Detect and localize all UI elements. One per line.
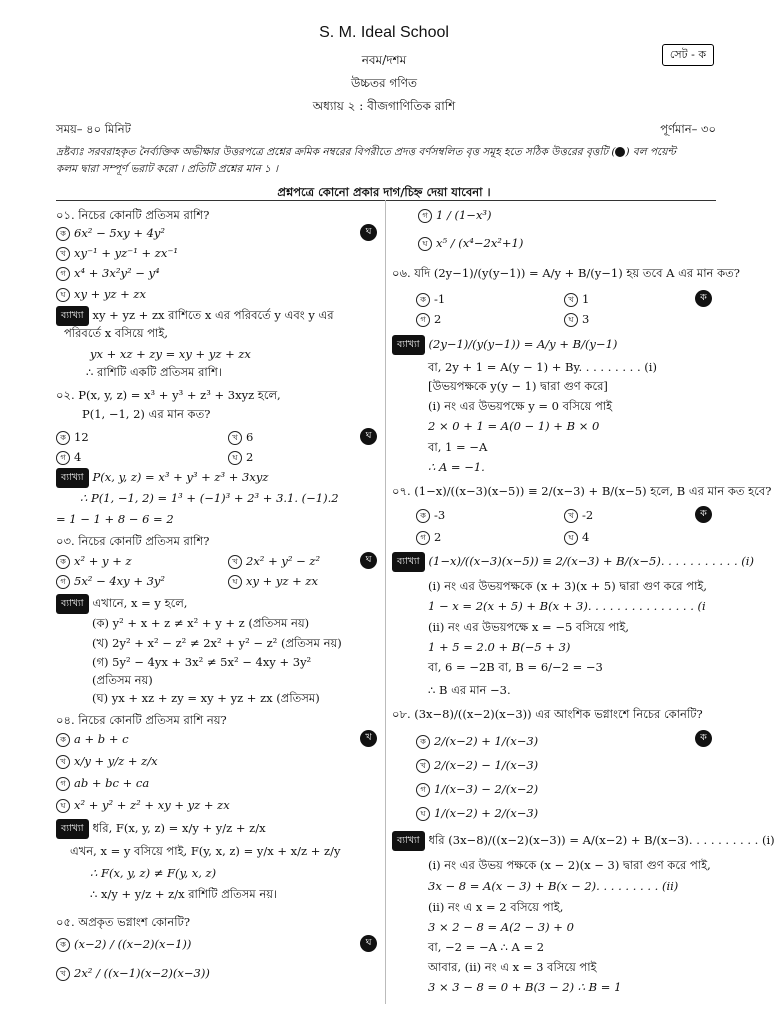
- line-text: 4: [582, 530, 590, 544]
- line-text: ab + bc + ca: [74, 776, 150, 790]
- text-line: [392, 705, 703, 723]
- line-text: আবার, (ii) নং এ x = 3 বসিয়ে পাই: [428, 960, 597, 974]
- text-line: [428, 681, 511, 699]
- option-line: [228, 552, 320, 570]
- option-circle-icon: গ: [416, 531, 430, 545]
- line-text: (ঘ) yx + xz + zy = xy + yz + zx (প্রতিসম): [92, 691, 320, 705]
- text-line: [56, 711, 227, 729]
- option-line: [416, 290, 445, 308]
- option-line: [56, 796, 230, 814]
- option-circle-icon: ঘ: [564, 313, 578, 327]
- option-line: [56, 752, 158, 770]
- option-circle-icon: খ: [564, 293, 578, 307]
- line-text: ০৬. যদি (2y−1)/(y(y−1)) = A/y + B/(y−1) হয় তবে A এর মান কত?: [392, 266, 740, 280]
- line-text: পরিবর্তে x বসিয়ে পাই,: [64, 326, 168, 340]
- line-text: 3 × 3 − 8 = 0 + B(3 − 2) ∴ B = 1: [428, 980, 622, 994]
- line-text: ধরি (3x−8)/((x−2)(x−3)) = A/(x−2) + B/(x−3). . . . . . . . . . (i): [428, 833, 775, 847]
- answer-badge: ঘ: [360, 552, 377, 569]
- option-line: [228, 448, 253, 466]
- option-circle-icon: ঘ: [56, 288, 70, 302]
- line-text: P(1, −1, 2) এর মান কত?: [82, 407, 211, 421]
- line-text: 2/(x−2) + 1/(x−3): [434, 734, 539, 748]
- line-text: a + b + c: [74, 732, 129, 746]
- line-text: 2x² / ((x−1)(x−2)(x−3)): [74, 966, 210, 980]
- line-text: 2: [434, 312, 442, 326]
- text-line: [428, 958, 597, 976]
- explanation-badge: ব্যাখ্যা: [392, 552, 425, 572]
- line-text: 3 × 2 − 8 = A(2 − 3) + 0: [428, 920, 574, 934]
- filled-circle-icon: [615, 147, 625, 157]
- chapter-label: অধ্যায় ২ : বীজগাণিতিক রাশি: [312, 99, 456, 113]
- option-line: [56, 935, 191, 953]
- line-text: 2x² + y² − z²: [246, 554, 321, 568]
- option-line: [56, 448, 81, 466]
- option-circle-icon: ঘ: [564, 531, 578, 545]
- text-line: [428, 978, 621, 996]
- option-line: [228, 428, 253, 446]
- option-circle-icon: ঘ: [228, 575, 242, 589]
- option-circle-icon: ঘ: [418, 237, 432, 251]
- option-circle-icon: ক: [416, 509, 430, 523]
- option-circle-icon: ক: [56, 733, 70, 747]
- text-line: [428, 358, 657, 376]
- option-circle-icon: খ: [56, 755, 70, 769]
- text-line: [428, 938, 544, 956]
- line-text: -3: [434, 508, 446, 522]
- option-line: [56, 285, 146, 303]
- option-line: [56, 774, 149, 792]
- option-circle-icon: গ: [56, 575, 70, 589]
- right-column: [392, 200, 775, 1010]
- line-text: এখানে, x = y হলে,: [92, 596, 188, 610]
- text-line: [428, 658, 603, 676]
- option-circle-icon: ক: [56, 555, 70, 569]
- answer-badge: ক: [695, 730, 712, 747]
- left-column: [56, 200, 381, 1010]
- line-text: 1: [582, 292, 590, 306]
- line-text: 6: [246, 430, 254, 444]
- text-line: [90, 345, 251, 363]
- line-text: (i) নং এর উভয়পক্ষকে (x + 3)(x + 5) দ্বারা গুণ করে পাই,: [428, 579, 708, 593]
- option-circle-icon: খ: [56, 247, 70, 261]
- line-text: 2/(x−2) − 1/(x−3): [434, 758, 539, 772]
- option-line: [416, 804, 538, 822]
- line-text: 12: [74, 430, 89, 444]
- warning-text: প্রশ্নপত্রে কোনো প্রকার দাগ/চিহ্ন দেয়া যাবেনা ।: [277, 185, 491, 199]
- line-text: ০৫. অপ্রকৃত ভগ্নাংশ কোনটি?: [56, 915, 190, 929]
- line-text: ∴ B এর মান −3.: [428, 683, 511, 697]
- line-text: xy + yz + zx রাশিতে x এর পরিবর্তে y এবং y এর: [92, 308, 334, 322]
- text-line: [428, 377, 608, 395]
- line-text: (ii) নং এর উভয়পক্ষে x = −5 বসিয়ে পাই,: [428, 620, 630, 634]
- line-text: (2y−1)/(y(y−1)) = A/y + B/(y−1): [428, 337, 618, 351]
- text-line: [82, 405, 210, 423]
- text-line: [56, 386, 281, 404]
- option-line: [228, 572, 318, 590]
- option-circle-icon: গ: [418, 209, 432, 223]
- option-circle-icon: ঘ: [416, 807, 430, 821]
- answer-badge: ক: [695, 290, 712, 307]
- line-text: ∴ P(1, −1, 2) = 1³ + (−1)³ + 2³ + 3.1. (−1).2: [80, 491, 339, 505]
- option-line: [56, 730, 129, 748]
- line-text: 1/(x−3) − 2/(x−2): [434, 782, 539, 796]
- line-text: 6x² − 5xy + 4y²: [74, 226, 166, 240]
- option-line: [56, 552, 132, 570]
- option-line: [418, 206, 492, 224]
- option-line: [56, 572, 165, 590]
- text-line: [80, 489, 339, 507]
- text-line: [428, 417, 599, 435]
- line-text: ∴ F(x, y, z) ≠ F(y, x, z): [90, 866, 217, 880]
- text-line: [428, 397, 612, 415]
- answer-badge: খ: [360, 730, 377, 747]
- text-line: [90, 864, 216, 882]
- line-text: 1/(x−2) + 2/(x−3): [434, 806, 539, 820]
- option-line: [564, 528, 589, 546]
- text-line: [92, 671, 153, 689]
- text-line: [92, 634, 342, 652]
- text-line: [64, 324, 168, 342]
- option-line: [56, 224, 165, 242]
- option-circle-icon: ঘ: [56, 799, 70, 813]
- text-line: [56, 532, 209, 550]
- explanation-line: [56, 468, 268, 488]
- text-line: [428, 577, 707, 595]
- text-line: [428, 638, 570, 656]
- explanation-line: [56, 819, 266, 839]
- answer-badge: ঘ: [360, 224, 377, 241]
- line-text: (খ) 2y² + x² − z² ≠ 2x² + y² − z² (প্রতিসম নয়): [92, 636, 342, 650]
- line-text: ০৪. নিচের কোনটি প্রতিসম রাশি নয়?: [56, 713, 227, 727]
- option-circle-icon: গ: [56, 777, 70, 791]
- option-line: [56, 264, 160, 282]
- text-line: [392, 482, 771, 500]
- line-text: ০১. নিচের কোনটি প্রতিসম রাশি?: [56, 208, 210, 222]
- school-name: S. M. Ideal School: [319, 24, 449, 41]
- line-text: P(x, y, z) = x³ + y³ + z³ + 3xyz: [92, 470, 269, 484]
- line-text: এখন, x = y বসিয়ে পাই, F(y, x, z) = y/x + x/z + z/y: [70, 844, 341, 858]
- text-line: [92, 653, 311, 671]
- text-line: [70, 842, 340, 860]
- text-line: [428, 438, 487, 456]
- option-circle-icon: খ: [56, 967, 70, 981]
- column-divider: [385, 200, 386, 1004]
- line-text: (x−2) / ((x−2)(x−1)): [74, 937, 192, 951]
- option-circle-icon: খ: [564, 509, 578, 523]
- time-label: সময়– ৪০ মিনিট: [56, 122, 131, 136]
- option-line: [416, 506, 445, 524]
- answer-badge: ঘ: [360, 935, 377, 952]
- subject-label: উচ্চতর গণিত: [351, 76, 417, 90]
- line-text: (1−x)/((x−3)(x−5)) ≡ 2/(x−3) + B/(x−5). . . . . . . . . . . (i): [428, 554, 754, 568]
- line-text: xy⁻¹ + yz⁻¹ + zx⁻¹: [74, 246, 179, 260]
- text-line: [92, 689, 320, 707]
- text-line: [428, 597, 706, 615]
- explanation-badge: ব্যাখ্যা: [56, 468, 89, 488]
- line-text: 4: [74, 450, 82, 464]
- text-line: [56, 206, 209, 224]
- explanation-line: [392, 831, 775, 851]
- explanation-line: [392, 552, 754, 572]
- option-line: [56, 964, 210, 982]
- line-text: -2: [582, 508, 594, 522]
- instructions: দ্রষ্টব্যঃ সরবরাহকৃত নৈর্ব্যক্তিক অভীক্ষার উত্তরপত্রে প্রশ্নের ক্রমিক নম্বরের বিপরীতে প্রদত্ত বর্ণসম্বলিত বৃত্ত সমূহ হতে সঠিক উত্তরের বৃত্তটি ( ) বল পয়েন্ট কলম দ্বারা সম্পূর্ণ ভরাট করো । প্রতিটি প্রশ্নের মান ১ ।: [56, 146, 676, 175]
- line-text: = 1 − 1 + 8 − 6 = 2: [56, 512, 174, 526]
- option-line: [564, 310, 589, 328]
- option-line: [56, 428, 89, 446]
- option-circle-icon: গ: [416, 313, 430, 327]
- answer-badge: ক: [695, 506, 712, 523]
- line-text: ০২. P(x, y, z) = x³ + y³ + z³ + 3xyz হলে,: [56, 388, 281, 402]
- class-label: নবম/দশম: [361, 53, 407, 67]
- text-line: [428, 458, 485, 476]
- line-text: বা, 6 = −2B বা, B = 6/−2 = −3: [428, 660, 603, 674]
- text-line: [428, 898, 563, 916]
- line-text: x/y + y/z + z/x: [74, 754, 158, 768]
- option-circle-icon: গ: [416, 783, 430, 797]
- line-text: x⁵ / (x⁴−2x²+1): [436, 236, 524, 250]
- line-text: xy + yz + zx: [246, 574, 318, 588]
- line-text: 2: [246, 450, 254, 464]
- text-line: [92, 614, 309, 632]
- line-text: 1 − x = 2(x + 5) + B(x + 3). . . . . . . . . . . . . . . (i: [428, 599, 706, 613]
- line-text: (ii) নং এ x = 2 বসিয়ে পাই,: [428, 900, 564, 914]
- option-line: [564, 506, 593, 524]
- answer-badge: ঘ: [360, 428, 377, 445]
- line-text: 3: [582, 312, 590, 326]
- text-line: [86, 363, 222, 381]
- option-circle-icon: ক: [56, 938, 70, 952]
- text-line: [428, 618, 629, 636]
- line-text: ∴ রাশিটি একটি প্রতিসম রাশি।: [86, 365, 222, 379]
- option-circle-icon: ক: [56, 227, 70, 241]
- explanation-badge: ব্যাখ্যা: [56, 306, 89, 326]
- explanation-line: [392, 335, 617, 355]
- text-line: [428, 856, 711, 874]
- line-text: (ক) y² + x + z ≠ x² + y + z (প্রতিসম নয়): [92, 616, 310, 630]
- option-line: [416, 780, 538, 798]
- line-text: বা, −2 = −A ∴ A = 2: [428, 940, 545, 954]
- option-line: [416, 756, 538, 774]
- text-line: [56, 510, 174, 528]
- text-line: [392, 264, 740, 282]
- option-line: [416, 528, 441, 546]
- line-text: 5x² − 4xy + 3y²: [74, 574, 166, 588]
- option-circle-icon: খ: [228, 555, 242, 569]
- line-text: xy + yz + zx: [74, 287, 146, 301]
- instructions-line1-end: বল পয়েন্ট: [632, 146, 676, 158]
- explanation-badge: ব্যাখ্যা: [56, 819, 89, 839]
- option-line: [416, 732, 538, 750]
- line-text: ∴ A = −1.: [428, 460, 485, 474]
- line-text: [উভয়পক্ষকে y(y − 1) দ্বারা গুণ করে]: [428, 379, 608, 393]
- line-text: ০৭. (1−x)/((x−3)(x−5)) ≡ 2/(x−3) + B/(x−5) হলে, B এর মান কত হবে?: [392, 484, 772, 498]
- line-text: বা, 2y + 1 = A(y − 1) + By. . . . . . . . . (i): [428, 360, 657, 374]
- line-text: 3x − 8 = A(x − 3) + B(x − 2). . . . . . . . . (ii): [428, 879, 679, 893]
- line-text: 1 / (1−x³): [436, 208, 492, 222]
- option-circle-icon: ক: [416, 735, 430, 749]
- option-circle-icon: খ: [228, 431, 242, 445]
- line-text: (গ) 5y² − 4yx + 3x² ≠ 5x² − 4xy + 3y²: [92, 655, 312, 669]
- explanation-badge: ব্যাখ্যা: [392, 831, 425, 851]
- explanation-line: [56, 306, 334, 326]
- explanation-line: [56, 594, 187, 614]
- option-circle-icon: ঘ: [228, 451, 242, 465]
- text-line: [56, 913, 190, 931]
- option-line: [418, 234, 523, 252]
- set-badge: সেট - ক: [662, 44, 714, 66]
- line-text: (i) নং এর উভয়পক্ষে y = 0 বসিয়ে পাই: [428, 399, 613, 413]
- line-text: 2 × 0 + 1 = A(0 − 1) + B × 0: [428, 419, 600, 433]
- option-line: [56, 244, 178, 262]
- explanation-badge: ব্যাখ্যা: [56, 594, 89, 614]
- line-text: (i) নং এর উভয় পক্ষকে (x − 2)(x − 3) দ্বারা গুণ করে পাই,: [428, 858, 711, 872]
- line-text: 1 + 5 = 2.0 + B(−5 + 3): [428, 640, 571, 654]
- line-text: ০৮. (3x−8)/((x−2)(x−3)) এর আংশিক ভগ্নাংশে নিচের কোনটি?: [392, 707, 703, 721]
- option-circle-icon: গ: [56, 267, 70, 281]
- line-text: x⁴ + 3x²y² − y⁴: [74, 266, 160, 280]
- explanation-badge: ব্যাখ্যা: [392, 335, 425, 355]
- text-line: [428, 877, 678, 895]
- line-text: -1: [434, 292, 446, 306]
- option-line: [416, 310, 441, 328]
- line-text: ধরি, F(x, y, z) = x/y + y/z + z/x: [92, 821, 266, 835]
- line-text: (প্রতিসম নয়): [92, 673, 153, 687]
- instructions-line2: কলম দ্বারা সম্পূর্ণ ভরাট করো । প্রতিটি প্রশ্নের মান ১ ।: [56, 163, 279, 175]
- instructions-line1: দ্রষ্টব্যঃ সরবরাহকৃত নৈর্ব্যক্তিক অভীক্ষার উত্তরপত্রে প্রশ্নের ক্রমিক নম্বরের বিপরীতে প্রদত্ত বর্ণসম্বলিত বৃত্ত সমূহ হতে সঠিক উত্তরের বৃত্তটি: [56, 146, 609, 158]
- option-circle-icon: খ: [416, 759, 430, 773]
- line-text: ০৩. নিচের কোনটি প্রতিসম রাশি?: [56, 534, 210, 548]
- text-line: [90, 885, 277, 903]
- line-text: yx + xz + zy = xy + yz + zx: [90, 347, 251, 361]
- option-line: [564, 290, 589, 308]
- text-line: [428, 918, 574, 936]
- option-circle-icon: ক: [56, 431, 70, 445]
- line-text: x² + y² + z² + xy + yz + zx: [74, 798, 230, 812]
- marks-label: পূর্ণমান– ৩০: [660, 122, 716, 136]
- line-text: 2: [434, 530, 442, 544]
- line-text: বা, 1 = −A: [428, 440, 488, 454]
- option-circle-icon: ক: [416, 293, 430, 307]
- option-circle-icon: গ: [56, 451, 70, 465]
- line-text: ∴ x/y + y/z + z/x রাশিটি প্রতিসম নয়।: [90, 887, 278, 901]
- line-text: x² + y + z: [74, 554, 132, 568]
